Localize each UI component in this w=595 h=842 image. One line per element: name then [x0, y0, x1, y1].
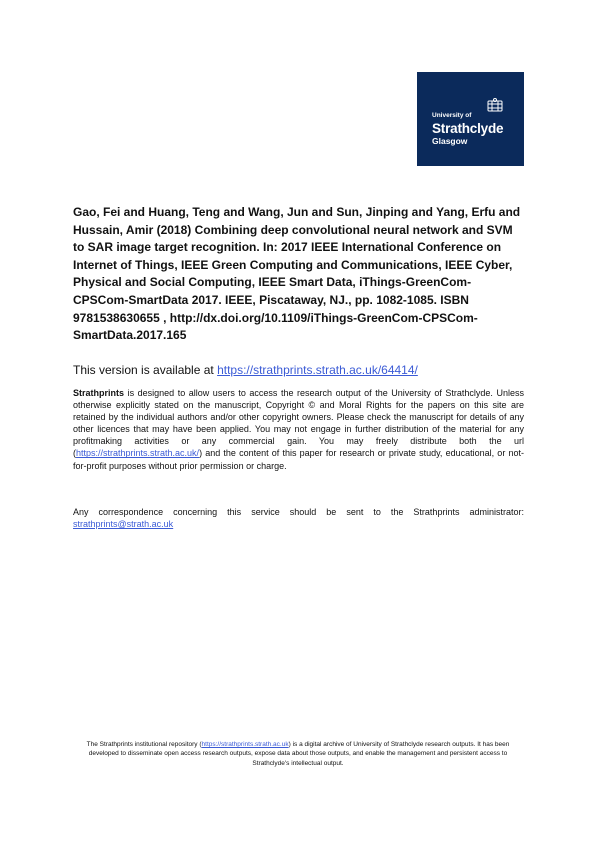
- footer-text-1: The Strathprints institutional repository (: [86, 741, 202, 748]
- university-logo: [417, 72, 524, 166]
- admin-email-link[interactable]: strathprints@strath.ac.uk: [73, 519, 174, 530]
- logo-line-3: Glasgow: [432, 136, 468, 146]
- footer-repository-link[interactable]: https://strathprints.strath.ac.uk: [201, 741, 289, 748]
- strathclyde-crest-icon: [484, 98, 506, 114]
- usage-notice: [73, 387, 524, 472]
- logo-line-2: Strathclyde: [432, 120, 504, 136]
- availability-link[interactable]: https://strathprints.strath.ac.uk/64414/: [217, 363, 418, 377]
- strathprints-lead: Strathprints: [73, 388, 125, 398]
- usage-text-2: ) and the content of this paper for research or private study, educational, or not-for-profit purposes without prior permission or charge.: [73, 448, 524, 471]
- usage-text-1: is designed to allow users to access the research output of the University of Strathclyde. Unless otherwise explicitly stated on the manuscript, Copyright © and Moral Rights for the papers on this site are retained by the individual authors and/or other copyright owners. Please check the manuscript for details of any other licences that may have been applied. You may not engage in further distribution of the material for any profitmaking activities or any commercial gain. You may freely distribute both the url (: [73, 388, 524, 459]
- availability-prefix: This version is available at: [73, 363, 218, 377]
- footer-text-2: ) is a digital archive of University of Strathclyde research outputs. It has been developed to disseminate open access research outputs, expose data about those outputs, and enable the management and persistent access to Strathclyde's intellectual output.: [88, 741, 510, 767]
- footer-note: [72, 740, 524, 768]
- correspondence-text: Any correspondence concerning this service should be sent to the Strathprints administrator:: [73, 507, 524, 517]
- strathprints-url-link[interactable]: https://strathprints.strath.ac.uk/: [76, 448, 200, 459]
- citation: Gao, Fei and Huang, Teng and Wang, Jun and Sun, Jinping and Yang, Erfu and Hussain, Amir (2018) Combining deep convolutional neural network and SVM to SAR image target recognition. In: 2017 IEEE International Conference on Internet of Things, IEEE Green Computing and Communications, IEEE Cyber, Physical and Social Computing, IEEE Smart Data, iThings-GreenCom-CPSCom-SmartData 2017. IEEE, Piscataway, NJ., pp. 1082-1085. ISBN 9781538630655 , http://dx.doi.org/10.1109/iThings-GreenCom-CPSCom-SmartData.2017.165: [73, 205, 521, 343]
- correspondence-notice: [73, 506, 524, 530]
- logo-wordmark: [432, 113, 503, 146]
- availability-line: [73, 362, 533, 378]
- logo-line-1: University of: [432, 112, 472, 119]
